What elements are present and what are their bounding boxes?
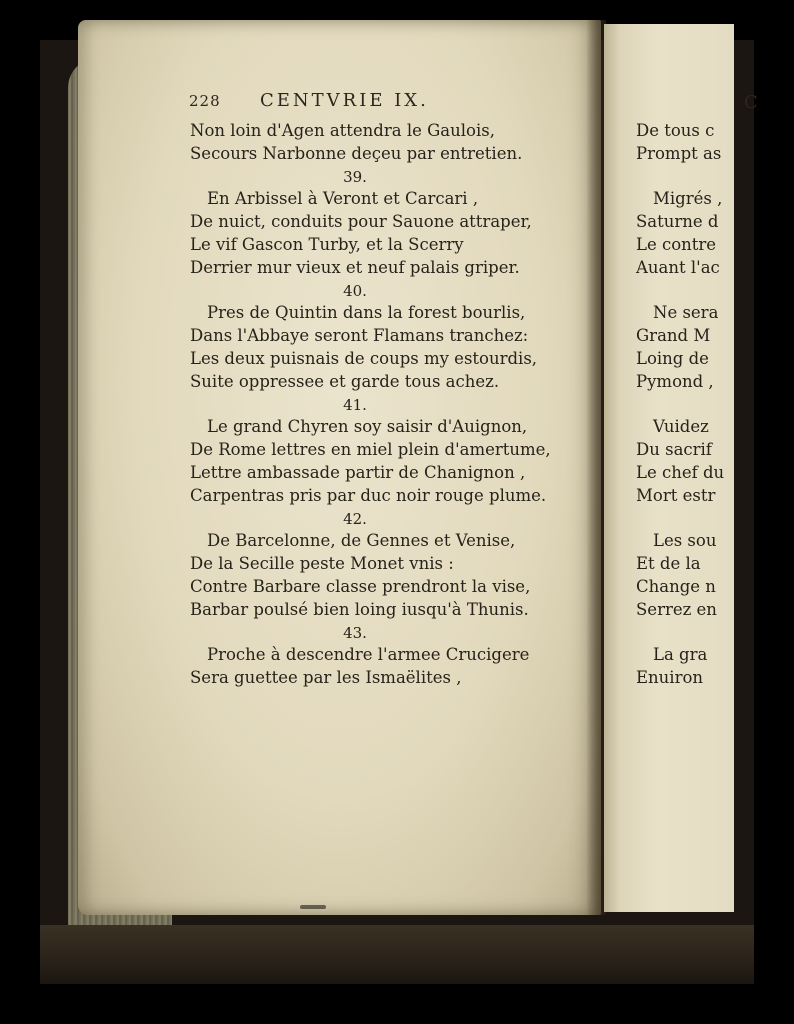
stanza-gap (636, 508, 754, 531)
verse-line: Suite oppressee et garde tous achez. (190, 371, 500, 391)
right-verse-line: La gra (653, 645, 708, 665)
right-verse-line: Et de la (636, 554, 701, 574)
right-verse-line: Migrés , (653, 189, 723, 209)
verse-line: Sera guettee par les Ismaëlites , (190, 668, 462, 688)
verse-line: Contre Barbare classe prendront la vise, (190, 576, 531, 596)
verse-line: Derrier mur vieux et neuf palais griper. (190, 257, 520, 277)
right-verse-line: Saturne d (636, 212, 719, 232)
verse-line: Pres de Quintin dans la forest bourlis, (207, 303, 526, 323)
quatrain-number: 43. (343, 623, 367, 642)
right-verse-line: Auant l'ac (636, 257, 720, 277)
stanza-gap (636, 280, 754, 303)
right-verse-line: Les sou (653, 531, 717, 551)
verse-line: Lettre ambassade partir de Chanignon , (190, 462, 526, 482)
stanza-gap (636, 394, 754, 417)
quatrain-number: 39. (343, 167, 367, 186)
ink-smudge (300, 905, 326, 909)
page-number: 228 (189, 92, 221, 110)
right-verse-line: Pymond , (636, 371, 714, 391)
quatrain-number: 42. (343, 509, 367, 528)
verse-line: Le grand Chyren soy saisir d'Auignon, (207, 417, 528, 437)
running-title: CENTVRIE IX. (260, 90, 429, 111)
quatrain-text (190, 120, 570, 690)
right-verse-line: Du sacrif (636, 440, 712, 460)
right-verse-line: Change n (636, 576, 716, 596)
quatrain-number: 40. (343, 281, 367, 300)
verse-line: Carpentras pris par duc noir rouge plume. (190, 485, 547, 505)
book-gutter (586, 20, 606, 915)
quatrain-number: 41. (343, 395, 367, 414)
right-verse-line: Le chef du (636, 462, 725, 482)
right-verse-line: Loing de (636, 348, 709, 368)
verse-line: De Barcelonne, de Gennes et Venise, (207, 531, 516, 551)
right-verse-line: Vuidez (653, 417, 709, 437)
verse-line: Secours Narbonne deçeu par entretien. (190, 143, 523, 163)
right-page-text (636, 120, 754, 690)
verse-line: De Rome lettres en miel plein d'amertume, (190, 440, 551, 460)
right-verse-line: De tous c (636, 121, 715, 140)
right-verse-line: Le contre (636, 234, 717, 254)
verse-line: En Arbissel à Veront et Carcari , (207, 189, 479, 209)
right-verse-line: Ne sera (653, 303, 719, 323)
right-page-header: C (744, 92, 758, 113)
right-verse-line: Enuiron (636, 668, 704, 688)
verse-line: Non loin d'Agen attendra le Gaulois, (190, 121, 495, 140)
right-verse-line: Serrez en (636, 599, 717, 619)
stanza-gap (636, 166, 754, 189)
verse-line: Barbar poulsé bien loing iusqu'à Thunis. (190, 599, 529, 619)
verse-line: Proche à descendre l'armee Crucigere (207, 645, 530, 665)
verse-line: Le vif Gascon Turby, et la Scerry (190, 234, 464, 254)
stanza-gap (636, 622, 754, 645)
verse-line: De nuict, conduits pour Sauone attraper, (190, 212, 532, 232)
verse-line: Dans l'Abbaye seront Flamans tranchez: (190, 326, 529, 346)
verse-line: De la Secille peste Monet vnis : (190, 554, 454, 574)
right-verse-line: Grand M (636, 326, 711, 346)
verse-line: Les deux puisnais de coups my estourdis, (190, 348, 538, 368)
book-cover-edge (40, 925, 754, 984)
right-verse-line: Prompt as (636, 143, 722, 163)
right-verse-line: Mort estr (636, 485, 716, 505)
